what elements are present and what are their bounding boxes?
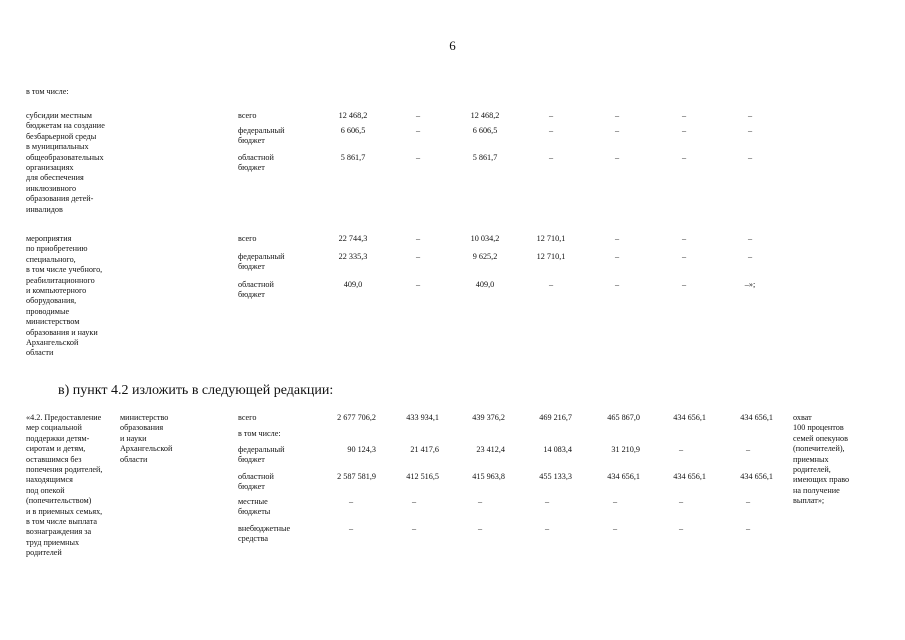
budget-value: 412 516,5 [406, 472, 439, 481]
measure-description-line: сиротам и детям, [26, 444, 86, 454]
budget-value: – [348, 524, 354, 533]
executor-line: образования [120, 423, 164, 433]
budget-value: – [411, 497, 417, 506]
budget-value: 10 034,2 [470, 234, 500, 243]
measure-description-line: труд приемных [26, 537, 80, 547]
budget-value: – [548, 280, 554, 289]
measure-description-line: Архангельской [26, 338, 79, 347]
budget-value: 409,0 [343, 280, 363, 289]
budget-value: 22 744,3 [338, 234, 368, 243]
measure-description-line: находящимся [26, 475, 73, 485]
budget-value: 22 335,3 [338, 252, 368, 261]
measure-description-line: мер социальной [26, 423, 82, 433]
budget-value: –»; [744, 280, 756, 289]
budget-value: 2 677 706,2 [337, 413, 376, 422]
budget-source-label: областной [238, 472, 274, 481]
budget-value: – [745, 497, 751, 506]
measure-description-line: оборудования, [26, 296, 77, 306]
expected-result-line: 100 процентов [793, 423, 844, 433]
budget-value: 14 083,4 [543, 445, 572, 454]
budget-value: 12 468,2 [338, 111, 368, 120]
budget-value: – [415, 111, 421, 120]
measure-description-line: «4.2. Предоставление [26, 413, 102, 422]
budget-value: 434 656,1 [740, 472, 773, 481]
measure-description-line: и компьютерного [26, 286, 87, 295]
budget-value: – [681, 126, 687, 135]
measure-description-line: общеобразовательных [26, 152, 104, 162]
budget-value: 415 963,8 [472, 472, 505, 481]
budget-value: – [477, 524, 483, 533]
expected-result-line: семей опекунов [793, 433, 849, 443]
budget-source-label: средства [238, 534, 269, 544]
budget-value: 469 216,7 [539, 413, 572, 422]
budget-value: 21 417,6 [410, 445, 439, 454]
budget-source-label: федеральный [238, 252, 285, 261]
budget-source-label: областной [238, 280, 274, 289]
budget-value: – [544, 497, 550, 506]
measure-description-line: образования и науки [26, 327, 98, 337]
measure-description-line: субсидии местным [26, 111, 92, 120]
budget-value: 434 656,1 [607, 472, 640, 481]
measure-description-line: вознаграждения за [26, 527, 92, 537]
executor-line: и науки [120, 433, 147, 443]
budget-value: – [544, 524, 550, 533]
budget-source-label: бюджет [238, 136, 265, 146]
budget-source-label: бюджет [238, 262, 265, 272]
budget-value: 5 861,7 [340, 153, 366, 162]
budget-value: – [415, 280, 421, 289]
budget-value: – [681, 252, 687, 261]
budget-value: 434 656,1 [740, 413, 773, 422]
budget-source-label: в том числе: [238, 429, 281, 438]
measure-description-line: безбарьерной среды [26, 131, 97, 141]
budget-source-label: федеральный [238, 445, 285, 454]
measure-description-line: министерством [26, 317, 80, 327]
budget-value: – [747, 111, 753, 120]
section-heading: в) пункт 4.2 изложить в следующей редакции: [58, 383, 334, 398]
measure-description-line: инклюзивного [26, 183, 77, 193]
budget-value: – [678, 524, 684, 533]
measure-description-line: попечения родителей, [26, 465, 103, 474]
budget-value: – [678, 497, 684, 506]
budget-source-label: всего [238, 413, 257, 422]
measure-description-line: бюджетам на создание [26, 121, 105, 131]
measure-description-line: родителей [26, 548, 62, 558]
budget-value: – [614, 111, 620, 120]
budget-value: – [614, 234, 620, 243]
budget-value: – [415, 126, 421, 135]
budget-value: – [614, 126, 620, 135]
budget-value: 12 468,2 [470, 111, 500, 120]
budget-value: – [348, 497, 354, 506]
expected-result-line: выплат»; [793, 496, 825, 506]
budget-source-label: всего [238, 234, 257, 243]
measure-description-line: проводимые [26, 306, 70, 316]
budget-value: – [548, 153, 554, 162]
budget-value: – [745, 524, 751, 533]
budget-value: 455 133,3 [539, 472, 572, 481]
measure-description-line: в том числе выплата [26, 517, 98, 526]
budget-value: 6 606,5 [472, 126, 498, 135]
budget-source-label: федеральный [238, 126, 285, 135]
budget-value: 12 710,1 [536, 234, 566, 243]
budget-value: – [415, 252, 421, 261]
budget-value: 465 867,0 [607, 413, 640, 422]
budget-value: 5 861,7 [472, 153, 498, 162]
budget-source-label: бюджет [238, 455, 265, 465]
budget-value: – [614, 280, 620, 289]
executor-line: области [120, 454, 148, 464]
budget-value: 31 210,9 [611, 445, 640, 454]
budget-value: 6 606,5 [340, 126, 366, 135]
budget-value: 12 710,1 [536, 252, 566, 261]
expected-result-line: имеющих право [793, 475, 850, 485]
budget-source-label: бюджет [238, 163, 265, 173]
budget-value: – [415, 153, 421, 162]
budget-source-label: бюджеты [238, 507, 271, 517]
budget-value: 433 934,1 [406, 413, 439, 422]
expected-result-line: (попечителей), [793, 444, 845, 454]
budget-value: – [747, 234, 753, 243]
budget-source-label: областной [238, 153, 274, 162]
budget-value: – [747, 153, 753, 162]
expected-result-line: на получение [793, 485, 840, 495]
intro-text: в том числе: [26, 87, 69, 96]
budget-value: – [415, 234, 421, 243]
expected-result-line: приемных [793, 454, 829, 464]
measure-description-line: специального, [26, 254, 76, 264]
executor-line: Архангельской [120, 444, 173, 454]
executor-line: министерство [120, 413, 169, 422]
expected-result-line: охват [793, 413, 812, 422]
budget-value: – [681, 234, 687, 243]
budget-source-label: внебюджетные [238, 524, 291, 533]
measure-description-line: для обеспечения [26, 173, 84, 183]
budget-source-label: всего [238, 111, 257, 120]
measure-description-line: области [26, 348, 54, 358]
measure-description-line: инвалидов [26, 204, 63, 214]
budget-value: 439 376,2 [472, 413, 505, 422]
measure-description-line: образования детей- [26, 194, 94, 204]
measure-description-line: в муниципальных [26, 142, 89, 152]
budget-value: 434 656,1 [673, 472, 706, 481]
measure-description-line: по приобретению [26, 244, 88, 254]
measure-description-line: организациях [26, 163, 74, 172]
page-number: 6 [449, 38, 456, 53]
measure-description-line: реабилитационного [26, 275, 95, 285]
budget-value: 409,0 [475, 280, 495, 289]
measure-description-line: в том числе учебного, [26, 265, 103, 275]
budget-value: – [745, 445, 751, 454]
budget-value: 23 412,4 [476, 445, 505, 454]
measure-description-line: под опекой [26, 485, 65, 495]
budget-value: 9 625,2 [472, 252, 498, 261]
budget-value: 2 587 581,9 [337, 472, 376, 481]
budget-value: – [614, 252, 620, 261]
expected-result-line: родителей, [793, 465, 831, 474]
budget-value: – [548, 126, 554, 135]
budget-value: – [681, 153, 687, 162]
budget-value: – [548, 111, 554, 120]
budget-value: – [681, 280, 687, 289]
measure-description-line: поддержки детям- [26, 433, 90, 443]
budget-value: – [681, 111, 687, 120]
budget-value: – [477, 497, 483, 506]
budget-value: – [411, 524, 417, 533]
budget-value: – [678, 445, 684, 454]
budget-source-label: бюджет [238, 290, 265, 300]
budget-source-label: бюджет [238, 482, 265, 492]
budget-value: 90 124,3 [347, 445, 376, 454]
budget-value: – [614, 153, 620, 162]
measure-description-line: (попечительством) [26, 496, 92, 506]
measure-description-line: и в приемных семьях, [26, 506, 103, 516]
budget-value: – [747, 252, 753, 261]
measure-description-line: мероприятия [26, 234, 72, 243]
budget-value: – [747, 126, 753, 135]
budget-value: – [612, 524, 618, 533]
budget-value: 434 656,1 [673, 413, 706, 422]
budget-value: – [612, 497, 618, 506]
budget-source-label: местные [238, 497, 268, 506]
measure-description-line: оставшимся без [26, 454, 82, 464]
